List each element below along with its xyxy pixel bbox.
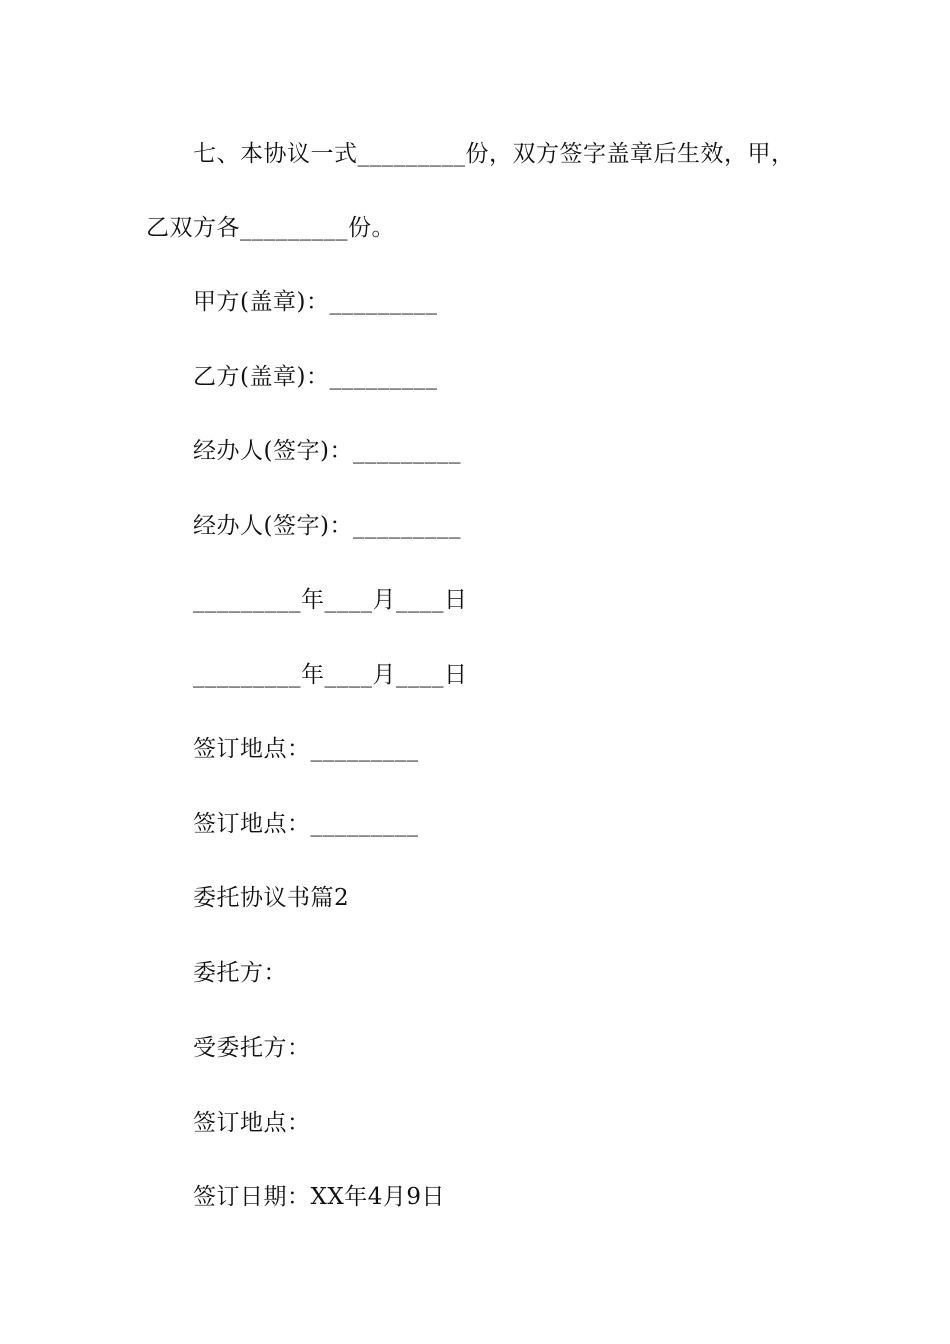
party-a-seal-line: 甲方(盖章)：_________: [193, 289, 438, 315]
handler-signature-line-1: 经办人(签字)：_________: [193, 438, 461, 464]
clause-seven-line-2: 乙双方各_________份。: [146, 215, 395, 241]
signing-place-line-2: 签订地点：_________: [193, 811, 419, 837]
principal-line: 委托方：: [193, 960, 287, 986]
party-b-seal-line: 乙方(盖章)：_________: [193, 364, 438, 390]
signing-date-line: 签订日期：XX年4月9日: [193, 1184, 446, 1210]
agent-line: 受委托方：: [193, 1035, 311, 1061]
signing-place-line-1: 签订地点：_________: [193, 736, 419, 762]
handler-signature-line-2: 经办人(签字)：_________: [193, 513, 461, 539]
date-line-1: _________年____月____日: [193, 587, 468, 613]
signing-place-line-3: 签订地点：: [193, 1110, 311, 1136]
clause-seven-line-1: 七、本协议一式_________份，双方签字盖章后生效，甲，: [193, 141, 795, 167]
section-heading: 委托协议书篇2: [193, 885, 350, 911]
date-line-2: _________年____月____日: [193, 662, 468, 688]
